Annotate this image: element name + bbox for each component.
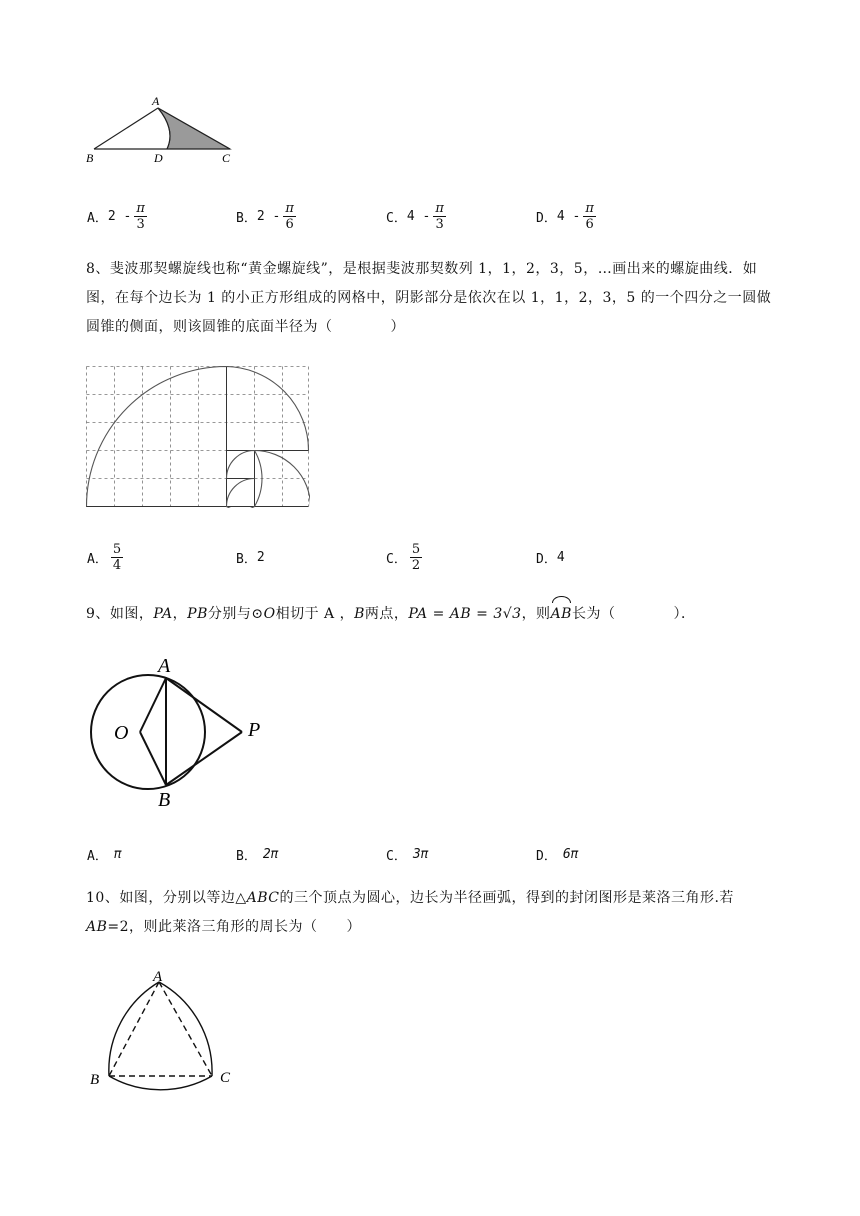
option-letter: A．	[87, 210, 108, 226]
q9-label-b: B	[158, 789, 171, 810]
option-letter: C．	[386, 848, 407, 864]
q8-option-d[interactable]	[536, 537, 565, 577]
option-letter: B．	[236, 551, 257, 567]
option-value: 3π	[412, 846, 429, 862]
q9-label-p: P	[248, 719, 261, 741]
q10-label-c: C	[220, 1070, 231, 1086]
option-fraction: $\frac{\pi}{6}$	[285, 200, 294, 232]
option-letter: B．	[236, 848, 257, 864]
q10-label-b: B	[90, 1072, 100, 1088]
q8-question-text: 8、斐波那契螺旋线也称“黄金螺旋线”，是根据斐波那契数列 1，1，2，3，5，…画出来的螺旋曲线．如图，在每个边长为 1 的小正方形组成的网格中，阴影部分是依次在以 1，1，2，3，5 的一个四分之一圆做圆锥的侧面，则该圆锥的底面半径为（ ）	[86, 261, 772, 335]
option-letter: D．	[536, 210, 557, 226]
q10-label-a: A	[153, 969, 163, 985]
option-value: 2π	[262, 846, 279, 862]
option-fraction: $\frac{\pi}{3}$	[136, 200, 145, 232]
q7-label-b: B	[86, 151, 94, 165]
option-letter: C．	[386, 551, 407, 567]
q9-line-ob	[140, 732, 166, 785]
q7-label-c: C	[222, 151, 231, 165]
option-prefix: 2 -	[107, 208, 132, 224]
option-letter: A．	[87, 551, 108, 567]
q9-option-d[interactable]	[536, 834, 578, 874]
q7-option-b[interactable]	[236, 196, 296, 236]
option-prefix: 4 -	[556, 208, 581, 224]
q9-label-a: A	[158, 655, 171, 677]
q7-label-d: D	[154, 151, 163, 165]
q9-line-oa	[140, 678, 166, 732]
option-value: 2	[256, 549, 265, 565]
q7-figure	[84, 92, 244, 170]
option-value: 4	[556, 549, 565, 565]
option-fraction: $\frac{\pi}{6}$	[585, 200, 594, 232]
q9-figure	[84, 650, 284, 810]
q10-question-text: 10、如图，分别以等边△ABC的三个顶点为圆心，边长为半径画弧，得到的封闭图形是莱洛三角形.若 AB=2，则此莱洛三角形的周长为（ ）	[86, 890, 734, 935]
q8-option-b[interactable]	[236, 537, 265, 577]
q9-label-o: O	[114, 722, 129, 744]
option-letter: D．	[536, 848, 557, 864]
q10-reuleaux-triangle	[109, 982, 212, 1090]
option-value: π	[113, 846, 122, 862]
option-letter: A．	[87, 848, 108, 864]
option-letter: B．	[236, 210, 257, 226]
q8-grid	[87, 367, 309, 507]
q7-option-a[interactable]	[87, 196, 147, 236]
option-fraction: $\frac{\pi}{3}$	[435, 200, 444, 232]
q7-option-c[interactable]	[386, 196, 446, 236]
q7-option-d[interactable]	[536, 196, 596, 236]
option-prefix: 2 -	[256, 208, 281, 224]
option-letter: C．	[386, 210, 407, 226]
q10-figure	[86, 966, 246, 1096]
q9-circle	[91, 675, 205, 789]
option-fraction: $\frac{5}{4}$	[112, 541, 122, 573]
q8-option-a[interactable]	[87, 537, 123, 577]
q9-option-a[interactable]	[87, 834, 122, 874]
option-prefix: 4 -	[406, 208, 431, 224]
q10-triangle-dashed	[109, 982, 212, 1076]
q7-side-ab	[94, 108, 158, 149]
q9-question-text: 9、如图，PA，PB分别与⊙O相切于 A ，B两点，PA = AB = 3√3，则AB长为（ ）．	[86, 597, 776, 629]
q8-solid-lines	[86, 366, 309, 507]
q9-option-b[interactable]	[236, 834, 278, 874]
option-value: 6π	[562, 846, 579, 862]
option-fraction: $\frac{5}{2}$	[411, 541, 421, 573]
q9-option-c[interactable]	[386, 834, 428, 874]
q7-label-a: A	[152, 94, 160, 108]
q8-option-c[interactable]	[386, 537, 422, 577]
option-letter: D．	[536, 551, 557, 567]
q8-figure	[86, 366, 310, 508]
